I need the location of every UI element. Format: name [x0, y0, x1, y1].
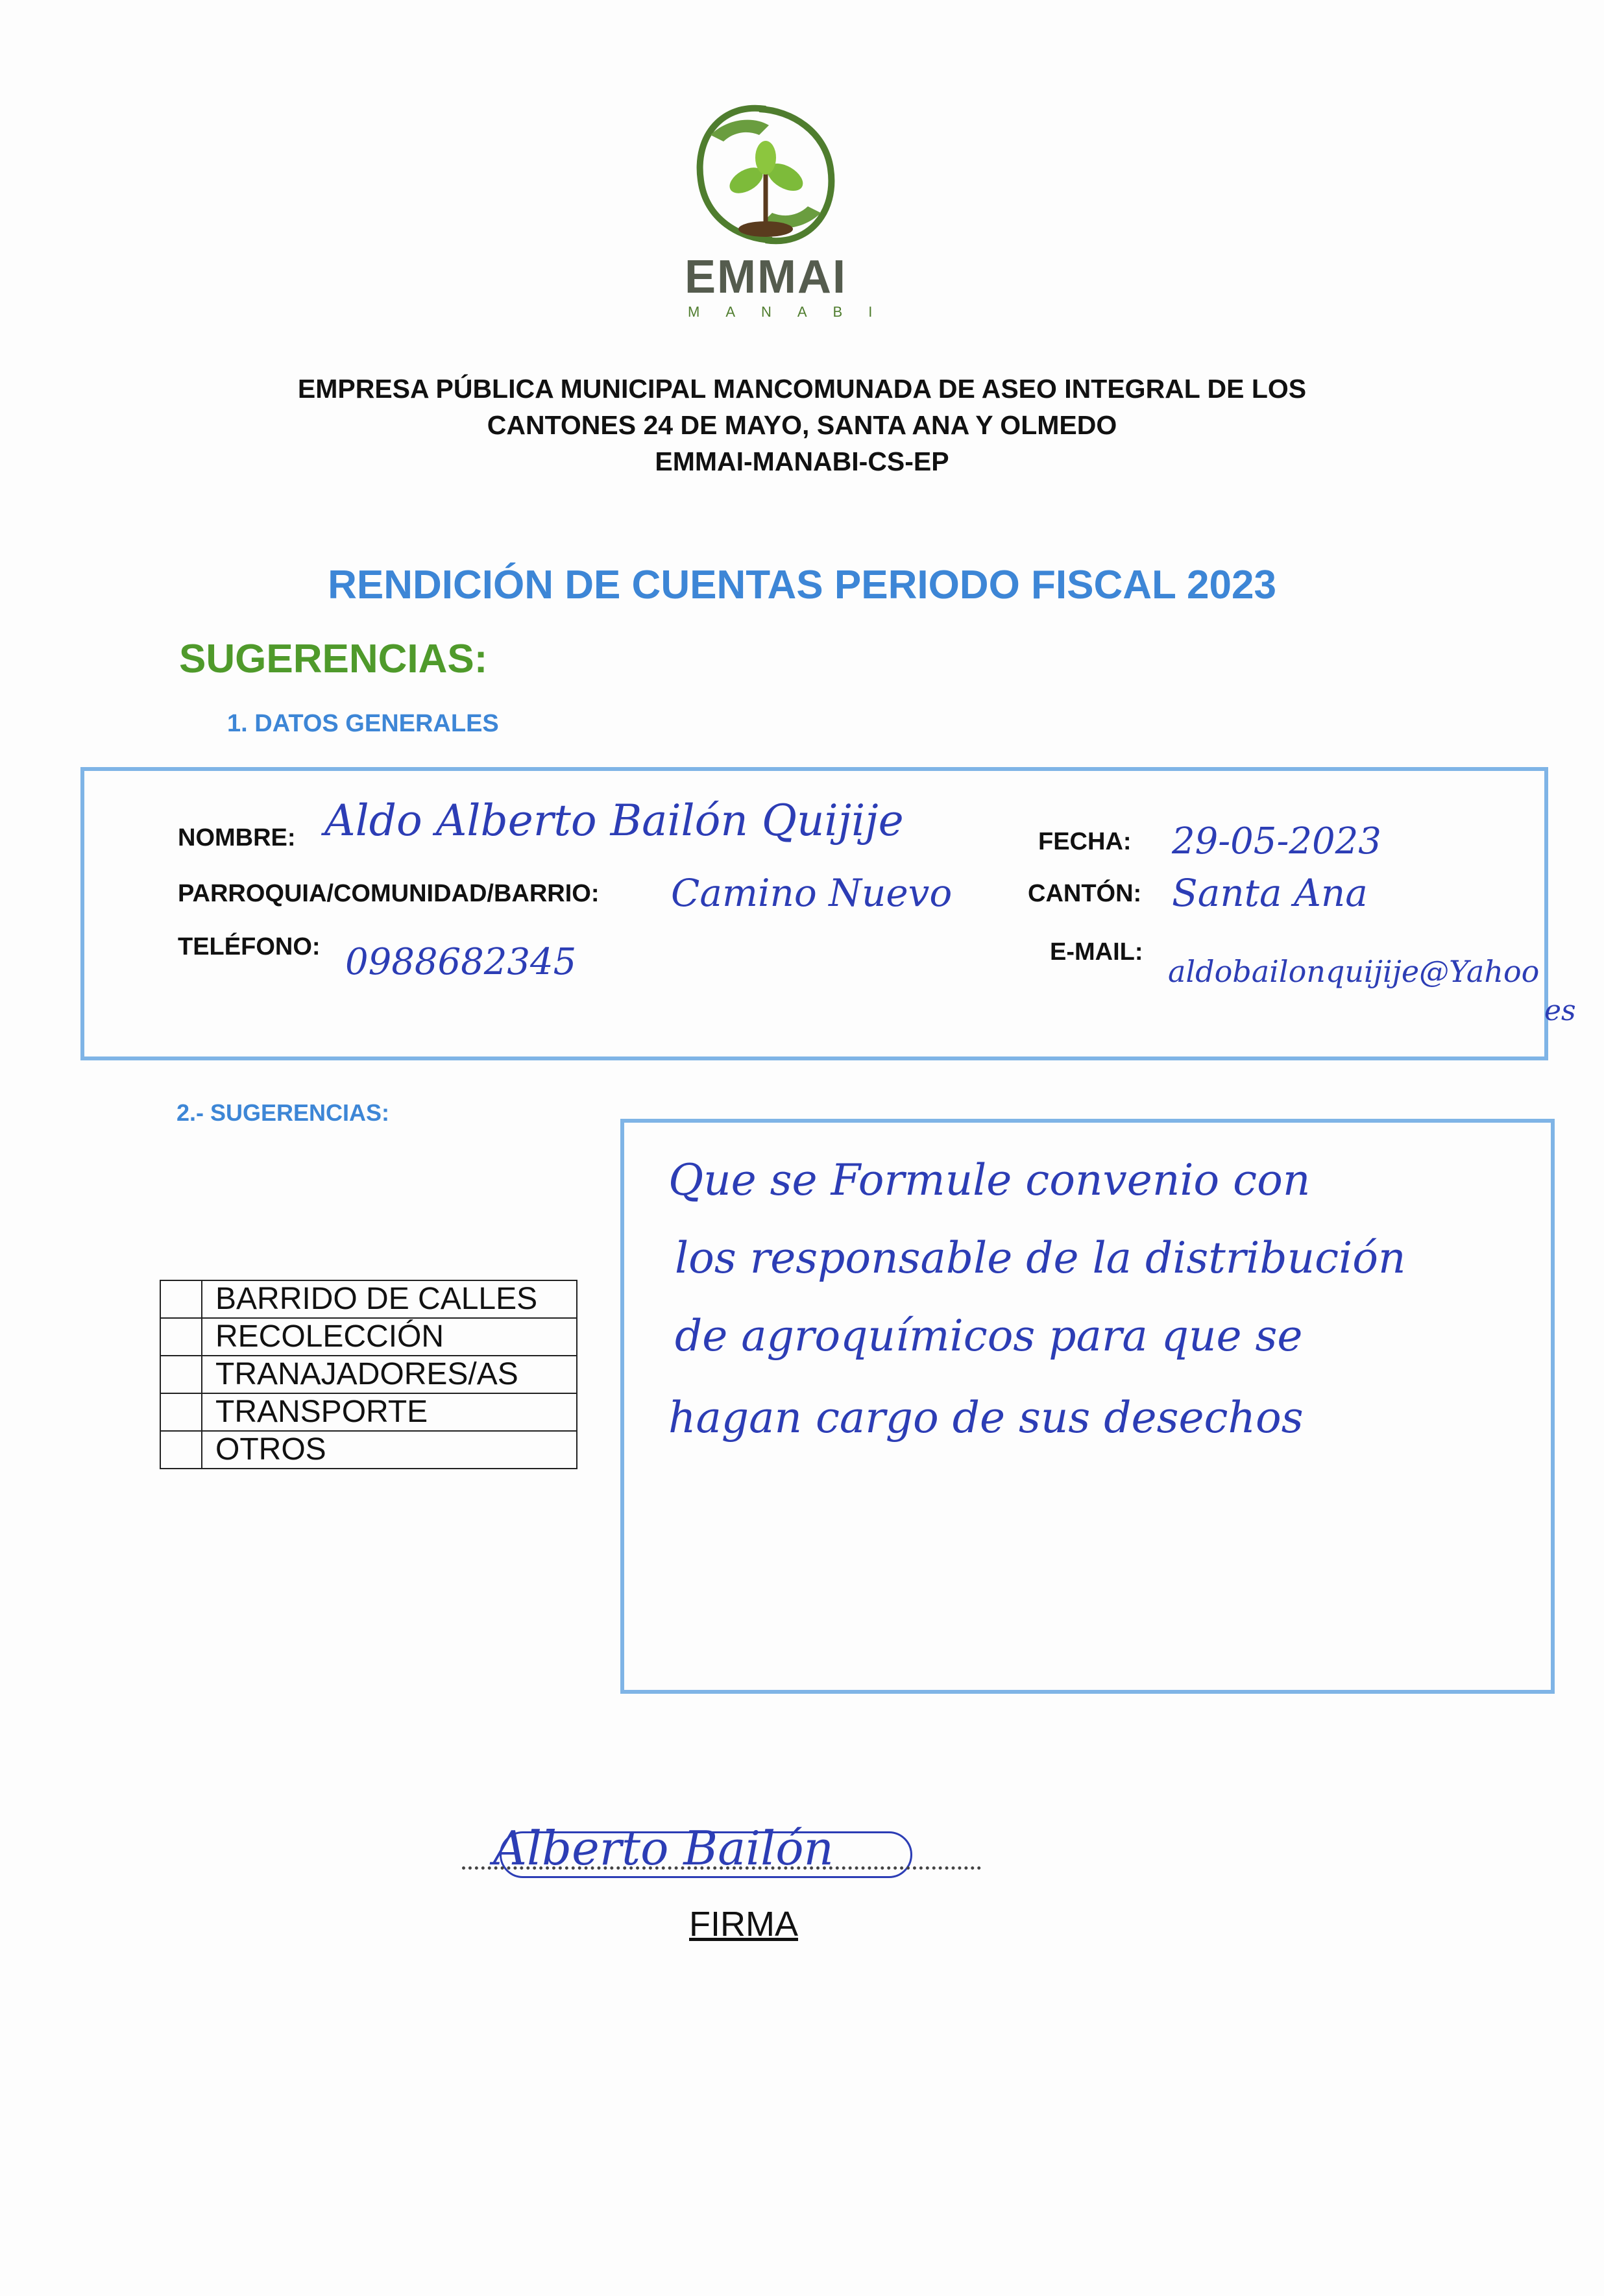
- nombre-label: NOMBRE:: [178, 824, 296, 851]
- category-label: TRANAJADORES/AS: [202, 1356, 577, 1393]
- telefono-label: TELÉFONO:: [178, 933, 321, 960]
- category-checkbox[interactable]: [160, 1393, 202, 1431]
- page-title: RENDICIÓN DE CUENTAS PERIODO FISCAL 2023: [328, 563, 1276, 607]
- logo-name: EMMAI: [685, 251, 847, 303]
- parroquia-value[interactable]: Camino Nuevo: [671, 871, 953, 915]
- signature-label: FIRMA: [689, 1905, 798, 1944]
- suggestions-heading: 2.- SUGERENCIAS:: [176, 1099, 390, 1126]
- parroquia-label: PARROQUIA/COMUNIDAD/BARRIO:: [178, 880, 600, 907]
- telefono-value[interactable]: 0988682345: [345, 941, 577, 983]
- org-name-line-2: CANTONES 24 DE MAYO, SANTA ANA Y OLMEDO: [487, 410, 1117, 440]
- canton-label: CANTÓN:: [1028, 880, 1142, 907]
- category-label: TRANSPORTE: [202, 1393, 577, 1431]
- email-value[interactable]: aldobailonquijije@Yahoo: [1168, 954, 1540, 989]
- category-row[interactable]: [160, 1356, 577, 1393]
- suggestion-line: los responsable de la distribución: [675, 1233, 1406, 1283]
- nombre-value[interactable]: Aldo Alberto Bailón Quijije: [324, 796, 904, 846]
- category-checkbox[interactable]: [160, 1356, 202, 1393]
- logo-subname: MANABI: [688, 304, 899, 320]
- suggestion-line: hagan cargo de sus desechos: [668, 1393, 1304, 1443]
- email-value-continued: es: [1544, 994, 1576, 1027]
- category-row[interactable]: [160, 1280, 577, 1318]
- signature-line: [462, 1866, 981, 1870]
- category-table: [160, 1280, 577, 1469]
- category-checkbox[interactable]: [160, 1280, 202, 1318]
- category-label: BARRIDO DE CALLES: [202, 1280, 577, 1318]
- category-row[interactable]: [160, 1393, 577, 1431]
- suggestion-line: Que se Formule convenio con: [668, 1155, 1311, 1205]
- category-row[interactable]: [160, 1318, 577, 1356]
- general-data-heading: 1. DATOS GENERALES: [227, 710, 499, 737]
- category-checkbox[interactable]: [160, 1431, 202, 1469]
- suggestion-line: de agroquímicos para que se: [675, 1311, 1303, 1361]
- canton-value[interactable]: Santa Ana: [1172, 871, 1368, 915]
- org-name-line-1: EMPRESA PÚBLICA MUNICIPAL MANCOMUNADA DE ASEO INTEGRAL DE LOS: [297, 374, 1307, 404]
- category-checkbox[interactable]: [160, 1318, 202, 1356]
- section-title: SUGERENCIAS:: [179, 637, 488, 681]
- org-code: EMMAI-MANABI-CS-EP: [655, 446, 949, 476]
- category-row[interactable]: [160, 1431, 577, 1469]
- email-label: E-MAIL:: [1050, 938, 1143, 966]
- category-label: OTROS: [202, 1431, 577, 1469]
- fecha-label: FECHA:: [1038, 828, 1132, 855]
- signature: Alberto Bailón: [493, 1821, 834, 1875]
- fecha-value[interactable]: 29-05-2023: [1172, 820, 1381, 862]
- category-label: RECOLECCIÓN: [202, 1318, 577, 1356]
